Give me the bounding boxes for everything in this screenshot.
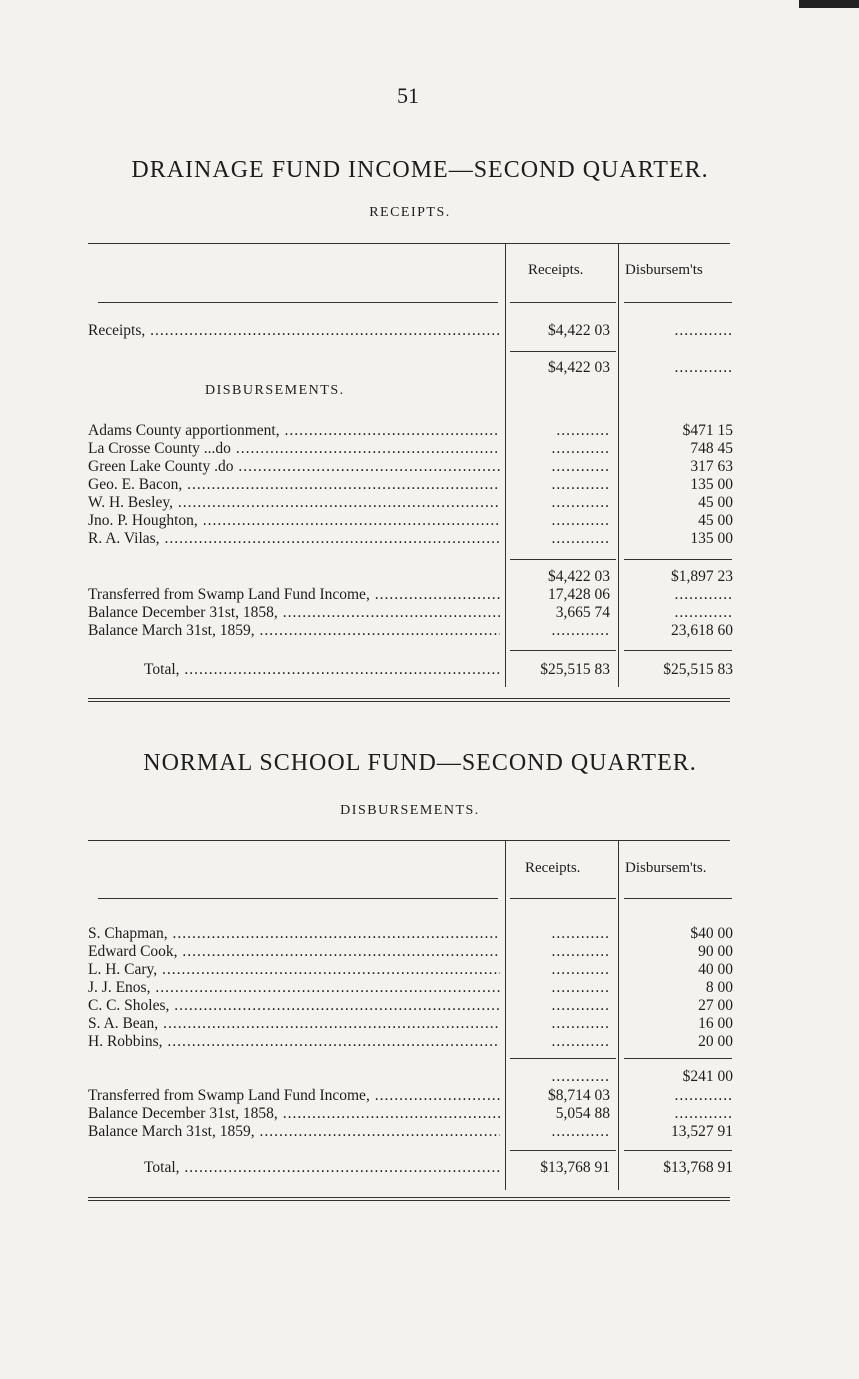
drainage-header-rule-disb bbox=[624, 302, 732, 303]
disb-cell: $241 00 bbox=[682, 1068, 733, 1085]
receipts-cell-dots: ............ bbox=[551, 961, 610, 978]
receipts-cell-dots: ............ bbox=[551, 512, 610, 529]
receipts-cell: $8,714 03 bbox=[548, 1087, 610, 1104]
row-label: Geo. E. Bacon, ..... bbox=[88, 476, 500, 494]
table-row bbox=[88, 997, 736, 1015]
disb-cell-dots: ............ bbox=[674, 1087, 733, 1104]
disb-cell-dots: ............ bbox=[674, 359, 733, 376]
receipts-cell-dots: ............ bbox=[551, 494, 610, 511]
row-label: Green Lake County .do ..... bbox=[88, 458, 500, 476]
receipts-cell-dots: ............ bbox=[551, 1015, 610, 1032]
row-label: Balance March 31st, 1859, ..... bbox=[88, 1123, 500, 1141]
receipts-cell-dots: ............ bbox=[551, 1068, 610, 1085]
normal-col-disbursements: Disbursem'ts. bbox=[625, 860, 707, 876]
table-row bbox=[88, 512, 736, 530]
drainage-disb-heading: DISBURSEMENTS. bbox=[205, 383, 345, 398]
drainage-receipts-rule bbox=[510, 351, 616, 352]
normal-balance-dec-row bbox=[88, 1105, 736, 1123]
disb-cell: $13,768 91 bbox=[663, 1159, 733, 1176]
receipts-cell-dots: ............ bbox=[551, 530, 610, 547]
row-label: C. C. Sholes, ..... bbox=[88, 997, 500, 1015]
normal-subtotal-row bbox=[88, 1068, 736, 1086]
normal-title: NORMAL SCHOOL FUND—SECOND QUARTER. bbox=[143, 750, 697, 776]
drainage-balance-mar-row bbox=[88, 622, 736, 640]
table-row bbox=[88, 494, 736, 512]
page-edge-shadow bbox=[799, 0, 859, 8]
disb-cell-dots: ............ bbox=[674, 1105, 733, 1122]
disb-cell: 90 00 bbox=[698, 943, 733, 960]
disb-cell: $1,897 23 bbox=[671, 568, 733, 585]
row-label: S. Chapman, ..... bbox=[88, 925, 500, 943]
receipts-cell-dots: ............ bbox=[551, 458, 610, 475]
receipts-cell-dots: ............ bbox=[551, 476, 610, 493]
drainage-subhead: RECEIPTS. bbox=[369, 205, 451, 220]
table-row bbox=[88, 458, 736, 476]
receipts-cell: $4,422 03 bbox=[548, 568, 610, 585]
receipts-cell: $13,768 91 bbox=[540, 1159, 610, 1176]
normal-total-rule-disb bbox=[624, 1150, 732, 1151]
disb-cell-dots: ............ bbox=[674, 586, 733, 603]
row-label: Transferred from Swamp Land Fund Income, ..... bbox=[88, 1087, 500, 1105]
receipts-cell-dots: ............ bbox=[551, 1033, 610, 1050]
table-row bbox=[88, 422, 736, 440]
drainage-col-disbursements: Disbursem'ts bbox=[625, 262, 703, 278]
disb-cell: 135 00 bbox=[690, 530, 733, 547]
disb-cell: 40 00 bbox=[698, 961, 733, 978]
row-label: W. H. Besley, ..... bbox=[88, 494, 500, 512]
table-row bbox=[88, 925, 736, 943]
drainage-header-rule-label bbox=[98, 302, 498, 303]
disb-cell: 20 00 bbox=[698, 1033, 733, 1050]
drainage-total-rule-receipts bbox=[510, 650, 616, 651]
normal-balance-mar-row bbox=[88, 1123, 736, 1141]
normal-bottom-rule bbox=[88, 1197, 730, 1198]
normal-subtotal-rule-disb bbox=[624, 1058, 732, 1059]
normal-bottom-rule-double bbox=[88, 1200, 730, 1201]
disb-cell: $471 15 bbox=[682, 422, 733, 439]
row-label: R. A. Vilas, ..... bbox=[88, 530, 500, 548]
disb-cell: 8 00 bbox=[705, 979, 733, 996]
receipts-cell: $4,422 03 bbox=[548, 322, 610, 339]
receipts-cell-dots: ............ bbox=[551, 943, 610, 960]
receipts-cell-dots: ............ bbox=[551, 1123, 610, 1140]
table-row bbox=[88, 961, 736, 979]
row-label: Total, ..... bbox=[144, 1159, 500, 1177]
disb-cell: 317 63 bbox=[690, 458, 733, 475]
row-label: Balance December 31st, 1858, ..... bbox=[88, 604, 500, 622]
drainage-top-rule bbox=[88, 243, 730, 244]
disb-cell-dots: ............ bbox=[674, 322, 733, 339]
row-label: J. J. Enos, ..... bbox=[88, 979, 500, 997]
normal-header-rule-receipts bbox=[510, 898, 616, 899]
disb-cell: $25,515 83 bbox=[663, 661, 733, 678]
row-label: Balance March 31st, 1859, ..... bbox=[88, 622, 500, 640]
normal-col-receipts: Receipts. bbox=[525, 860, 581, 876]
normal-transferred-row bbox=[88, 1087, 736, 1105]
normal-header-rule-label bbox=[98, 898, 498, 899]
normal-total-rule-receipts bbox=[510, 1150, 616, 1151]
disb-cell: $40 00 bbox=[690, 925, 733, 942]
row-label: Balance December 31st, 1858, ..... bbox=[88, 1105, 500, 1123]
table-row bbox=[88, 979, 736, 997]
disb-cell: 27 00 bbox=[698, 997, 733, 1014]
drainage-header-rule-receipts bbox=[510, 302, 616, 303]
table-row bbox=[88, 476, 736, 494]
normal-top-rule bbox=[88, 840, 730, 841]
normal-total-row bbox=[88, 1159, 736, 1177]
disb-cell: 23,618 60 bbox=[671, 622, 733, 639]
receipts-cell: 3,665 74 bbox=[555, 604, 610, 621]
disb-cell: 45 00 bbox=[698, 512, 733, 529]
row-label: Edward Cook, ..... bbox=[88, 943, 500, 961]
normal-subhead: DISBURSEMENTS. bbox=[340, 803, 480, 818]
table-row bbox=[88, 440, 736, 458]
drainage-subtotal-row bbox=[88, 568, 736, 586]
disb-cell: 748 45 bbox=[690, 440, 733, 457]
drainage-receipts-row bbox=[88, 322, 736, 340]
row-label: S. A. Bean, ..... bbox=[88, 1015, 500, 1033]
drainage-transferred-row bbox=[88, 586, 736, 604]
drainage-balance-dec-row bbox=[88, 604, 736, 622]
drainage-subtotal-rule-receipts bbox=[510, 559, 616, 560]
row-label: La Crosse County ...do ..... bbox=[88, 440, 500, 458]
row-label: Total, ..... bbox=[144, 661, 500, 679]
receipts-cell-dots: ............ bbox=[551, 979, 610, 996]
table-row bbox=[88, 943, 736, 961]
drainage-total-row bbox=[88, 661, 736, 679]
disb-cell-dots: ............ bbox=[674, 604, 733, 621]
receipts-cell-dots: ........... bbox=[556, 422, 610, 439]
row-label: H. Robbins, ..... bbox=[88, 1033, 500, 1051]
table-row bbox=[88, 1015, 736, 1033]
drainage-bottom-rule bbox=[88, 698, 730, 699]
disb-cell: 16 00 bbox=[698, 1015, 733, 1032]
table-row bbox=[88, 530, 736, 548]
row-label: Transferred from Swamp Land Fund Income, ..... bbox=[88, 586, 500, 604]
drainage-col-receipts: Receipts. bbox=[528, 262, 584, 278]
normal-header-rule-disb bbox=[624, 898, 732, 899]
drainage-title: DRAINAGE FUND INCOME—SECOND QUARTER. bbox=[131, 157, 709, 183]
drainage-bottom-rule-double bbox=[88, 701, 730, 702]
receipts-cell-dots: ............ bbox=[551, 440, 610, 457]
receipts-total-cell: $4,422 03 bbox=[548, 359, 610, 376]
row-label: Jno. P. Houghton, ..... bbox=[88, 512, 500, 530]
disb-cell: 45 00 bbox=[698, 494, 733, 511]
disb-cell: 13,527 91 bbox=[671, 1123, 733, 1140]
drainage-subtotal-rule-disb bbox=[624, 559, 732, 560]
page-number: 51 bbox=[397, 83, 419, 108]
receipts-cell: 5,054 88 bbox=[555, 1105, 610, 1122]
row-label: L. H. Cary, ..... bbox=[88, 961, 500, 979]
receipts-cell-dots: ............ bbox=[551, 997, 610, 1014]
row-label: Receipts, ..... bbox=[88, 322, 500, 340]
drainage-receipts-total-row bbox=[88, 359, 736, 377]
row-label: Adams County apportionment, ..... bbox=[88, 422, 500, 440]
disb-cell: 135 00 bbox=[690, 476, 733, 493]
receipts-cell: 17,428 06 bbox=[548, 586, 610, 603]
drainage-total-rule-disb bbox=[624, 650, 732, 651]
receipts-cell-dots: ............ bbox=[551, 622, 610, 639]
receipts-cell: $25,515 83 bbox=[540, 661, 610, 678]
normal-subtotal-rule-receipts bbox=[510, 1058, 616, 1059]
table-row bbox=[88, 1033, 736, 1051]
receipts-cell-dots: ............ bbox=[551, 925, 610, 942]
